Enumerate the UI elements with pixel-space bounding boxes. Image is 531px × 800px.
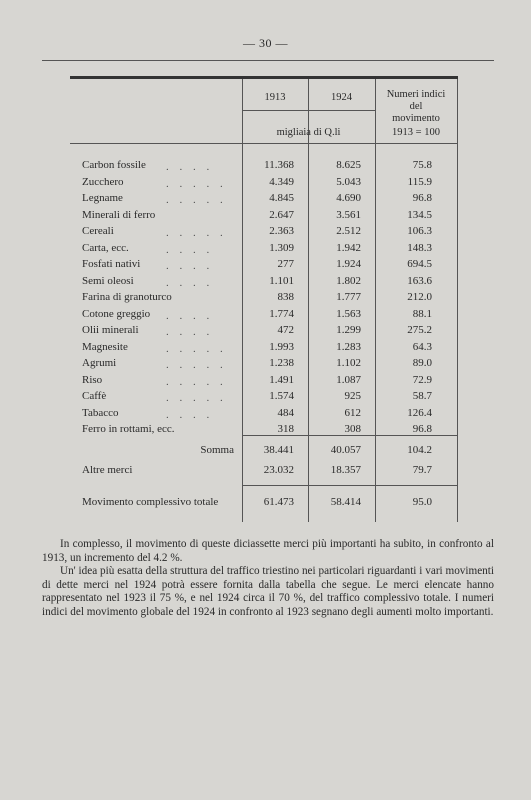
row-1913: 1.101	[269, 274, 294, 287]
row-1924: 308	[344, 423, 361, 435]
body-text	[42, 538, 494, 620]
paragraph-1: In complesso, il movimento di queste diciassette merci più importanti ha subito, in confronto al 1913, un incremento del 4.2 %.	[42, 538, 494, 564]
totale-index: 95.0	[412, 496, 432, 508]
row-1913: 277	[277, 258, 294, 270]
table-row	[70, 176, 458, 193]
row-1913: 1.993	[269, 340, 294, 353]
row-1924: 1.942	[336, 241, 361, 254]
table-row	[70, 341, 458, 358]
table-row	[70, 242, 458, 259]
dot-leaders: . . . . . . . . . . . . . . . . . . . . . . . . . . . . . . . . . . . . . . . . . . . . . . . . . . . . . . . . . . . . . . .	[166, 161, 227, 421]
somma-rule	[242, 435, 458, 436]
row-name: Minerali di ferro	[82, 208, 156, 221]
row-name: Farina di granoturco	[82, 291, 172, 303]
table-row	[70, 192, 458, 209]
row-1924: 1.087	[336, 373, 361, 386]
table-body	[70, 159, 458, 440]
row-1913: 1.309	[269, 241, 294, 254]
row-name: Magnesite	[82, 340, 128, 353]
row-1924: 4.690	[336, 192, 361, 204]
table-row	[70, 258, 458, 275]
table-row	[70, 324, 458, 341]
row-1913: 4.845	[269, 192, 294, 204]
totale-rule	[242, 485, 458, 486]
table-row	[70, 357, 458, 374]
row-name: Olii minerali	[82, 324, 139, 336]
row-1924: 3.561	[336, 208, 361, 221]
table-row	[70, 308, 458, 325]
row-index: 163.6	[407, 274, 432, 287]
row-name: Cotone greggio	[82, 307, 151, 320]
row-1913: 484	[277, 406, 294, 419]
totale-row	[70, 496, 458, 512]
row-index: 212.0	[407, 291, 432, 303]
row-index: 275.2	[407, 324, 432, 336]
row-index: 72.9	[412, 373, 432, 386]
row-name: Carbon fossile	[82, 159, 146, 171]
row-name: Agrumi	[82, 357, 117, 369]
somma-row	[70, 444, 458, 460]
row-index: 88.1	[412, 307, 432, 320]
row-index: 89.0	[412, 357, 432, 369]
totale-label: Movimento complessivo totale	[82, 496, 219, 508]
table-row	[70, 209, 458, 226]
altre-merci-index: 79.7	[412, 464, 432, 476]
header-rule	[42, 60, 494, 61]
somma-1924: 40.057	[330, 444, 361, 456]
row-1913: 472	[277, 324, 294, 336]
row-name: Fosfati nativi	[82, 258, 141, 270]
altre-merci-label: Altre merci	[82, 464, 133, 476]
row-1924: 1.299	[336, 324, 361, 336]
row-name: Caffè	[82, 390, 107, 402]
row-index: 96.8	[412, 423, 432, 435]
row-1913: 318	[277, 423, 294, 435]
header-1924: 1924	[331, 92, 352, 103]
header-index-line3: movimento	[392, 113, 440, 124]
paragraph-2: Un' idea più esatta della struttura del traffico triestino nei particolari riguardanti i vari movimenti di dette merci nel 1924 potrà essere fornita dalla tabella che segue. Le merci elencate hanno rappresentato nel 1923 il 75 %, e nel 1924 circa il 70 %, del traffico complessivo totale. I numeri indici del movimento globale del 1924 in confronto al 1923 segnano degli aumenti molto importanti.	[42, 565, 494, 618]
table-row	[70, 275, 458, 292]
header-bottom-rule	[70, 143, 458, 144]
row-index: 58.7	[412, 390, 432, 402]
row-index: 106.3	[407, 225, 432, 237]
somma-1913: 38.441	[263, 444, 294, 456]
row-1924: 1.102	[336, 357, 361, 369]
row-1913: 4.349	[269, 175, 294, 188]
row-index: 134.5	[407, 208, 432, 221]
row-index: 148.3	[407, 241, 432, 254]
altre-merci-1924: 18.357	[330, 464, 361, 476]
header-1913: 1913	[264, 92, 286, 103]
header-unit: migliaia di Q.li	[276, 127, 341, 138]
row-index: 64.3	[412, 340, 432, 353]
row-name: Riso	[82, 373, 103, 386]
row-1924: 5.043	[336, 175, 361, 188]
table-row	[70, 374, 458, 391]
row-index: 75.8	[412, 159, 432, 171]
somma-index: 104.2	[407, 444, 432, 456]
row-1924: 1.563	[336, 307, 361, 320]
totale-1913: 61.473	[263, 496, 294, 508]
row-1913: 1.491	[269, 373, 294, 386]
row-name: Legname	[82, 192, 123, 204]
row-1913: 1.238	[269, 357, 294, 369]
row-1924: 612	[344, 406, 361, 419]
header-index-line2: del	[409, 101, 423, 112]
table-row	[70, 291, 458, 308]
somma-label: Somma	[200, 444, 234, 456]
row-1924: 925	[344, 390, 361, 402]
row-name: Ferro in rottami, ecc.	[82, 423, 175, 435]
table-row	[70, 159, 458, 176]
altre-merci-1913: 23.032	[263, 464, 294, 476]
row-index: 694.5	[407, 258, 432, 270]
page-number: — 30 —	[243, 36, 288, 50]
merchandise-table	[70, 76, 458, 522]
row-index: 115.9	[407, 175, 432, 188]
row-1913: 1.574	[269, 390, 294, 402]
row-1913: 2.647	[269, 208, 294, 221]
row-1913: 838	[277, 291, 294, 303]
row-1924: 2.512	[336, 225, 361, 237]
row-1913: 2.363	[269, 225, 294, 237]
row-name: Zucchero	[82, 175, 124, 188]
row-1924: 1.777	[336, 291, 361, 303]
row-name: Tabacco	[82, 406, 119, 419]
row-1913: 1.774	[269, 307, 294, 320]
header-index-line4: 1913 = 100	[392, 127, 440, 138]
totale-1924: 58.414	[330, 496, 361, 508]
table-row	[70, 225, 458, 242]
table-top-rule	[70, 76, 458, 79]
header-index-line1: Numeri indici	[386, 89, 446, 100]
row-index: 96.8	[412, 192, 432, 204]
row-name: Semi oleosi	[82, 274, 134, 287]
row-name: Carta, ecc.	[82, 241, 129, 254]
header-subrule	[242, 110, 375, 111]
row-index: 126.4	[407, 406, 432, 419]
altre-merci-row	[70, 464, 458, 480]
row-1924: 1.802	[336, 274, 361, 287]
row-name: Cereali	[82, 225, 114, 237]
row-1924: 1.924	[336, 258, 361, 270]
table-row	[70, 390, 458, 407]
table-row	[70, 407, 458, 424]
row-1924: 1.283	[336, 340, 361, 353]
row-1913: 11.368	[264, 159, 294, 171]
row-1924: 8.625	[336, 159, 361, 171]
table-row	[70, 423, 458, 440]
